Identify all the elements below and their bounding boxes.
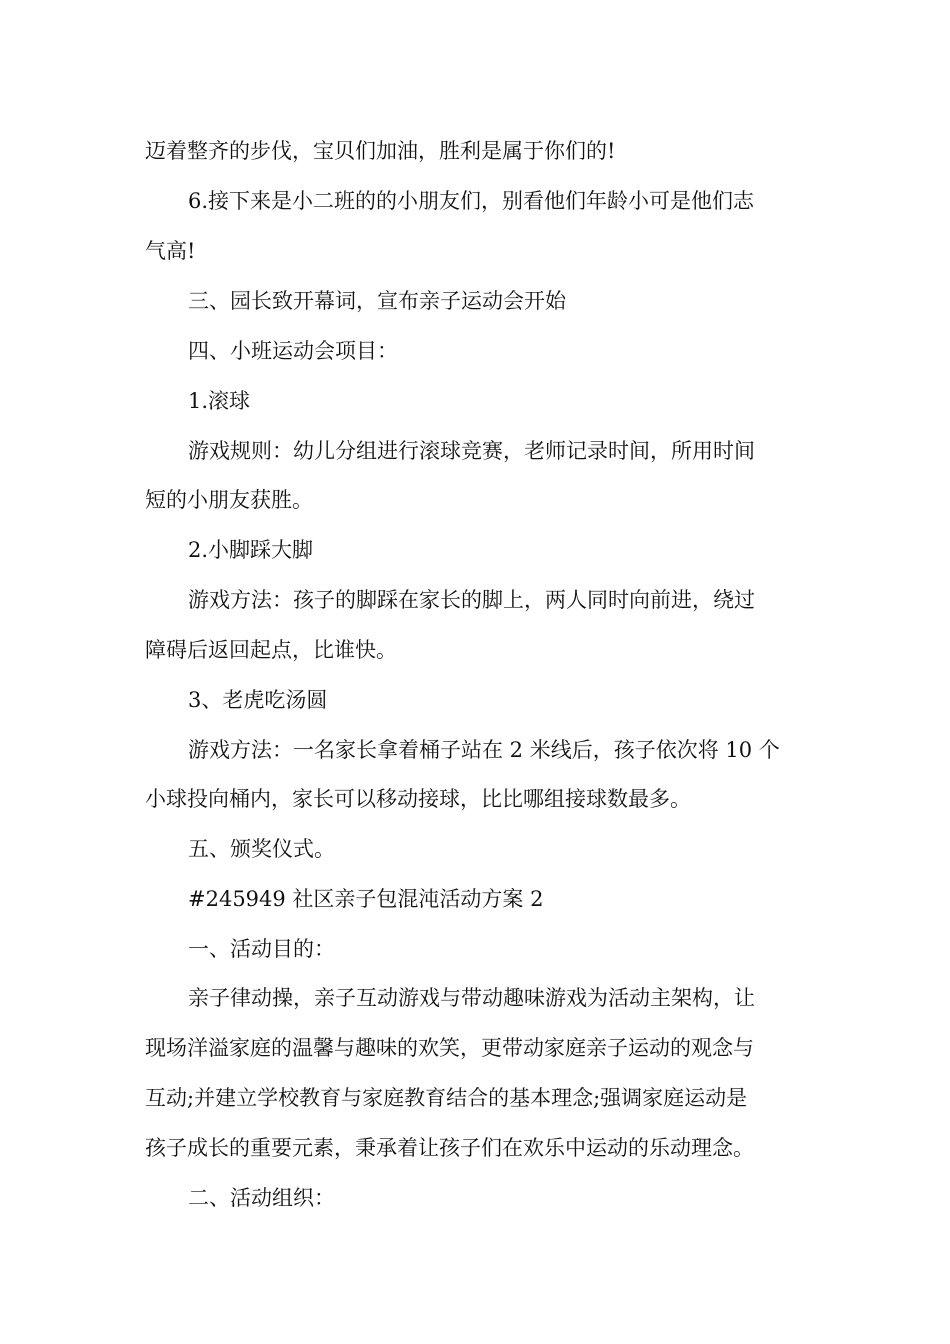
text-line: 2.小脚踩大脚 (188, 538, 314, 562)
text-line: 二、活动组织： (188, 1186, 335, 1210)
text-line: 障碍后返回起点，比谁快。 (145, 638, 397, 662)
text-line: 五、颁奖仪式。 (188, 837, 335, 861)
text-line: 四、小班运动会项目： (188, 339, 398, 363)
text-line: 短的小朋友获胜。 (145, 488, 313, 512)
text-line: 一、活动目的： (188, 937, 335, 961)
text-line: #245949 社区亲子包混沌活动方案 2 (188, 887, 544, 911)
text-line: 迈着整齐的步伐，宝贝们加油，胜利是属于你们的! (145, 139, 616, 163)
text-line: 现场洋溢家庭的温馨与趣味的欢笑，更带动家庭亲子运动的观念与 (145, 1036, 754, 1060)
text-line: 小球投向桶内，家长可以移动接球，比比哪组接球数最多。 (145, 787, 691, 811)
text-line: 亲子律动操，亲子互动游戏与带动趣味游戏为活动主架构，让 (188, 986, 755, 1010)
text-line: 6.接下来是小二班的的小朋友们，别看他们年龄小可是他们志 (188, 189, 755, 213)
text-line: 游戏方法：一名家长拿着桶子站在 2 米线后，孩子依次将 10 个 (188, 738, 780, 762)
text-line: 互动;并建立学校教育与家庭教育结合的基本理念;强调家庭运动是 (145, 1086, 748, 1110)
text-line: 气高! (145, 239, 196, 263)
text-line: 游戏方法：孩子的脚踩在家长的脚上，两人同时向前进，绕过 (188, 588, 755, 612)
text-line: 游戏规则：幼儿分组进行滚球竞赛，老师记录时间，所用时间 (188, 439, 755, 463)
text-line: 1.滚球 (188, 389, 251, 413)
text-line: 3、老虎吃汤圆 (188, 688, 328, 712)
text-line: 孩子成长的重要元素，秉承着让孩子们在欢乐中运动的乐动理念。 (145, 1136, 754, 1160)
text-line: 三、园长致开幕词，宣布亲子运动会开始 (188, 289, 566, 313)
